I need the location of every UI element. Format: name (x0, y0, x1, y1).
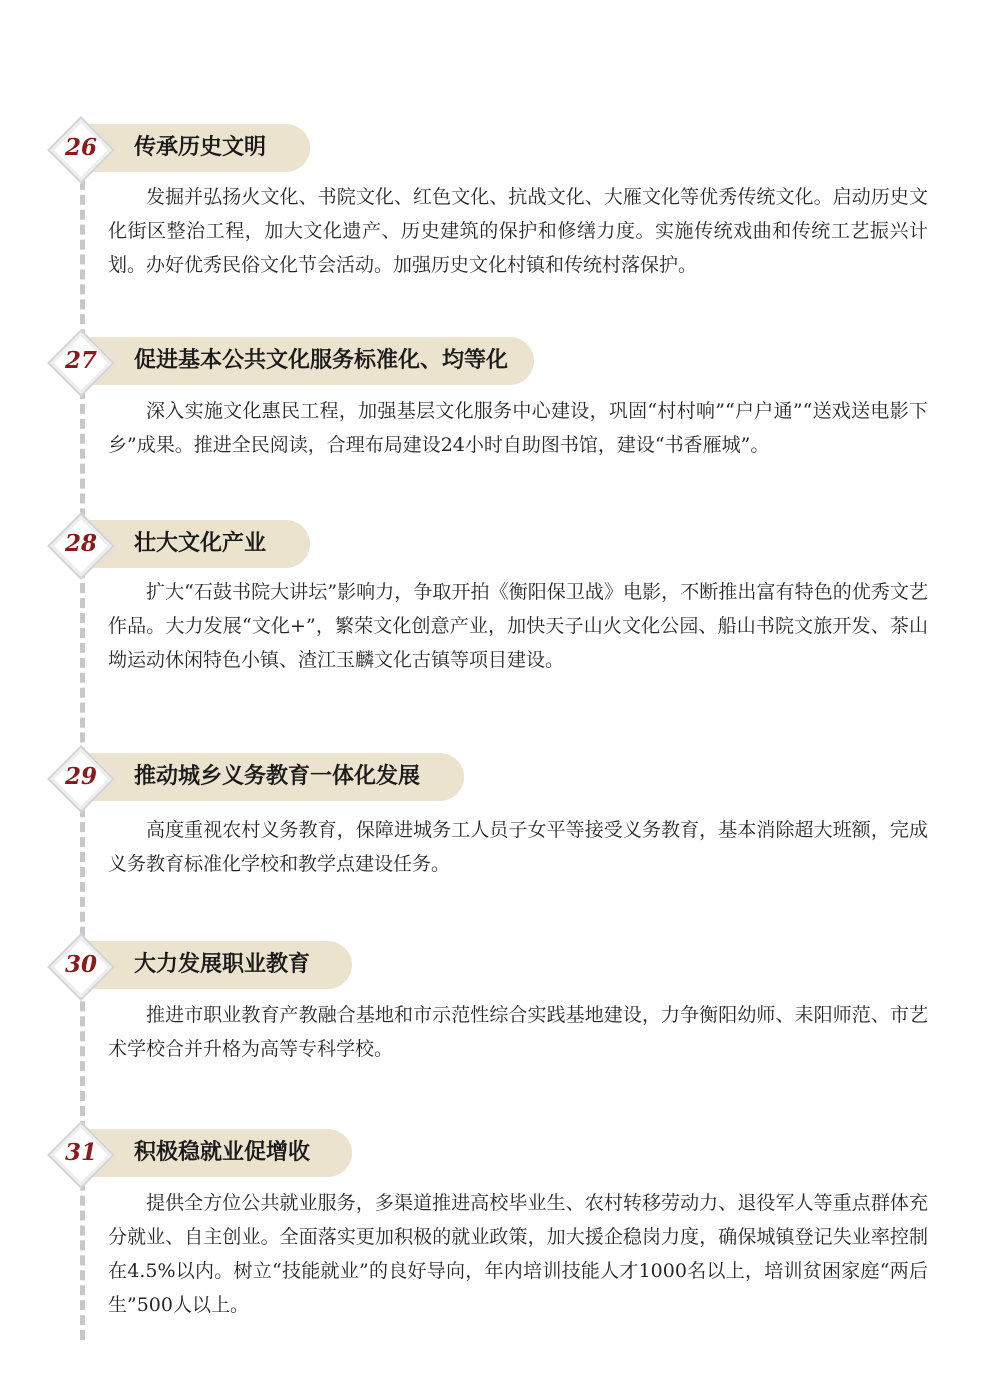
section-title: 大力发展职业教育 (134, 952, 311, 977)
section-body: 提供全方位公共就业服务，多渠道推进高校毕业生、农村转移劳动力、退役军人等重点群体充分就业、自主创业。全面落实更加积极的就业政策，加大援企稳岗力度，确保城镇登记失业率控制在4.5%以内。树立“技能就业”的良好导向，年内培训技能人才1000名以上，培训贫困家庭“两后生”500人以上。 (108, 1192, 928, 1316)
section-body: 发掘并弘扬火文化、书院文化、红色文化、抗战文化、大雁文化等优秀传统文化。启动历史文化街区整治工程，加大文化遗产、历史建筑的保护和修缮力度。实施传统戏曲和传统工艺振兴计划。办好优秀民俗文化节会活动。加强历史文化村镇和传统村落保护。 (108, 186, 928, 276)
section-number: 30 (64, 951, 97, 978)
section-title: 传承历史文明 (134, 135, 267, 160)
section-number: 28 (64, 530, 97, 557)
section-number: 27 (64, 347, 97, 374)
section-number: 26 (64, 134, 97, 161)
section-body: 深入实施文化惠民工程，加强基层文化服务中心建设，巩固“村村响”“户户通”“送戏送电影下乡”成果。推进全民阅读，合理布局建设24小时自助图书馆，建设“书香雁城”。 (108, 400, 928, 456)
section-number: 31 (64, 1139, 97, 1166)
section-title: 促进基本公共文化服务标准化、均等化 (134, 348, 509, 373)
section-body: 推进市职业教育产教融合基地和市示范性综合实践基地建设，力争衡阳幼师、耒阳师范、市艺术学校合并升格为高等专科学校。 (108, 1004, 928, 1060)
section-title: 壮大文化产业 (134, 531, 267, 556)
section-body: 扩大“石鼓书院大讲坛”影响力，争取开拍《衡阳保卫战》电影，不断推出富有特色的优秀文艺作品。大力发展“文化+”，繁荣文化创意产业，加快天子山火文化公园、船山书院文旅开发、茶山坳运动休闲特色小镇、渣江玉麟文化古镇等项目建设。 (108, 581, 928, 671)
section-number: 29 (64, 763, 97, 790)
section-title: 推动城乡义务教育一体化发展 (134, 764, 421, 789)
section-body: 高度重视农村义务教育，保障进城务工人员子女平等接受义务教育，基本消除超大班额，完成义务教育标准化学校和教学点建设任务。 (108, 819, 928, 875)
section-title: 积极稳就业促增收 (134, 1140, 311, 1165)
